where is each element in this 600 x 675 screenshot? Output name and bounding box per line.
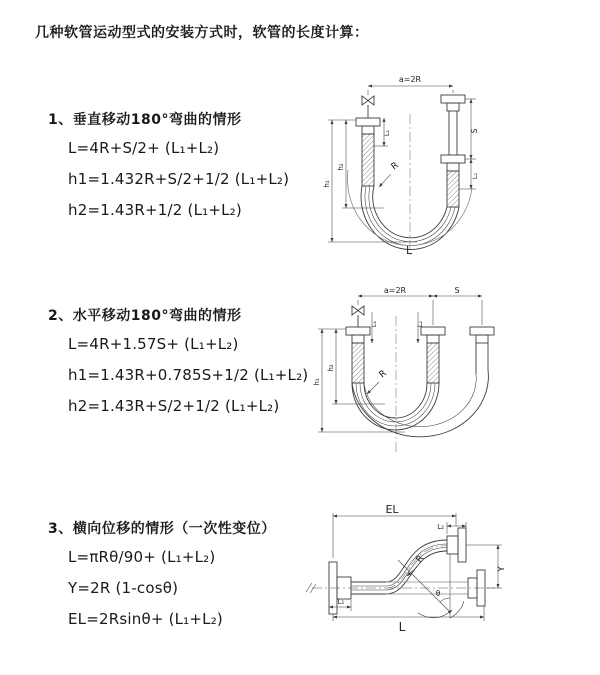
dim-label-s: S [470, 128, 479, 134]
dim-label-h2: h₂ [327, 364, 335, 372]
formula-line: h2=1.43R+S/2+1/2 (L₁+L₂) [68, 397, 280, 415]
dim-label-length: L [398, 620, 406, 634]
braided-hoses [352, 343, 439, 383]
left-flange [356, 118, 380, 134]
dimension-top-span [358, 286, 482, 328]
right-flange-lower [441, 155, 465, 171]
angle-construction [398, 554, 464, 618]
dim-label-h1: h₁ [313, 378, 321, 386]
section-1-formulas [48, 133, 289, 226]
dimension-l1 [329, 598, 351, 611]
valve-icon [352, 306, 364, 327]
dim-label-el: EL [385, 503, 399, 516]
dim-label-radius: R [414, 553, 427, 565]
formula-line: EL=2Rsinθ+ (L₁+L₂) [68, 610, 223, 628]
formula-line: L=4R+1.57S+ (L₁+L₂) [68, 335, 239, 353]
radius-callout [379, 161, 401, 187]
dim-label-theta: θ [435, 589, 441, 598]
formula-line: Y=2R (1-cosθ) [68, 579, 179, 597]
page-title: 几种软管运动型式的安装方式时，软管的长度计算： [35, 25, 369, 41]
section-3-title: 横向位移的情形（一次性变位） [72, 521, 276, 537]
left-braided-hose [362, 134, 374, 186]
formula-line: L=πRθ/90+ (L₁+L₂) [68, 548, 216, 566]
section-2-title: 水平移动180°弯曲的情形 [72, 308, 242, 324]
section-1 [48, 109, 289, 226]
dimension-fittings [370, 312, 424, 343]
section-2 [48, 305, 308, 422]
section-2-formulas [48, 329, 308, 422]
section-1-heading [48, 109, 289, 129]
dim-label-radius: R [389, 160, 401, 173]
dim-label-y: Y [497, 566, 507, 572]
formula-line: h2=1.43R+1/2 (L₁+L₂) [68, 201, 242, 219]
dim-label-l1: L₁ [370, 320, 378, 328]
left-flange [346, 327, 370, 343]
diagram-vertical-bend [320, 70, 600, 260]
right-flange-upper [441, 95, 465, 155]
dim-label-l1: L₁ [337, 598, 345, 606]
dim-label-l1: L₁ [383, 129, 391, 137]
dim-label-radius: R [377, 368, 389, 381]
formula-line: h1=1.43R+0.785S+1/2 (L₁+L₂) [68, 366, 309, 384]
dimension-l [333, 606, 484, 634]
section-3-index: 3、 [48, 521, 73, 537]
middle-flange [421, 327, 445, 343]
diagram-horizontal-bend [310, 282, 600, 457]
dim-label-h1: h₁ [323, 180, 331, 188]
u-bend-hose [352, 370, 488, 437]
section-1-index: 1、 [48, 112, 73, 128]
diagram-lateral-displacement [300, 500, 600, 650]
section-1-title: 垂直移动180°弯曲的情形 [72, 112, 242, 128]
dim-label-s: S [454, 286, 460, 295]
section-2-heading [48, 305, 308, 325]
section-2-index: 2、 [48, 308, 73, 324]
formula-line: L=4R+S/2+ (L₁+L₂) [68, 139, 220, 157]
dim-label-l2: L₂ [416, 320, 424, 328]
formula-line: h1=1.432R+S/2+1/2 (L₁+L₂) [68, 170, 290, 188]
dim-label-l2: L₂ [471, 172, 479, 180]
radius-callout [407, 554, 426, 576]
section-3-heading [48, 518, 276, 538]
dimension-stroke-right [459, 99, 479, 189]
dim-label-a2r: a=2R [398, 75, 422, 84]
right-flange-displaced [470, 327, 494, 374]
valve-icon [362, 96, 374, 118]
dim-label-length: L [406, 244, 413, 257]
section-3-formulas [48, 542, 276, 635]
dimension-fitting-left [374, 118, 391, 146]
dimension-y [466, 545, 507, 588]
right-braided-hose [447, 171, 459, 207]
dimension-top-span [368, 75, 453, 95]
dim-label-h2: h₂ [337, 163, 345, 171]
dim-label-a2r: a=2R [383, 286, 407, 295]
radius-callout [367, 369, 389, 394]
dim-label-l2: L₂ [437, 523, 444, 531]
s-curve-hose [386, 540, 447, 594]
section-3 [48, 518, 276, 635]
